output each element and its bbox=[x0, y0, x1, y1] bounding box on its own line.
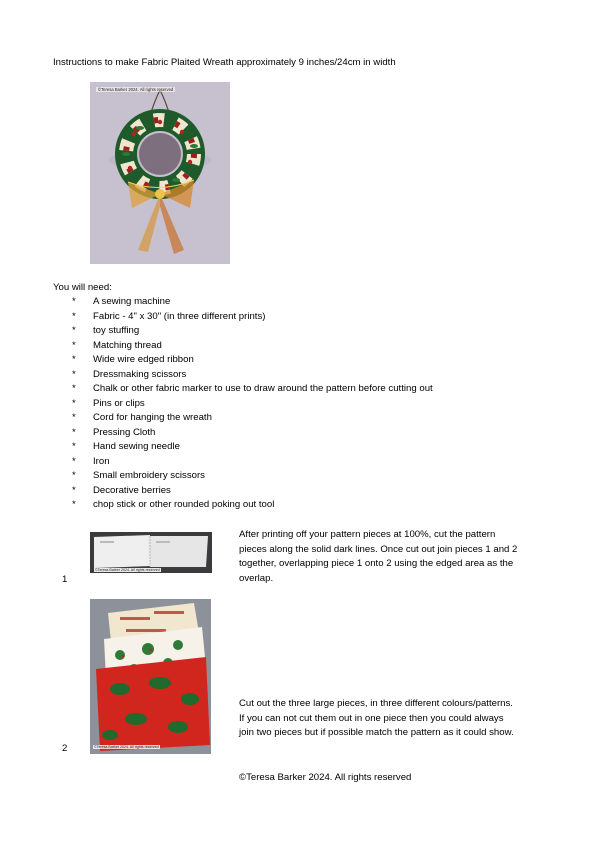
materials-item-text: A sewing machine bbox=[93, 296, 171, 307]
materials-item-text: toy stuffing bbox=[93, 325, 140, 336]
bullet-asterisk: * bbox=[72, 397, 76, 409]
materials-item-text: Hand sewing needle bbox=[93, 441, 180, 452]
bullet-asterisk: * bbox=[72, 470, 76, 481]
fabric-pieces-photo bbox=[90, 599, 211, 754]
materials-item-text: Cord for hanging the wreath bbox=[93, 412, 212, 423]
bullet-asterisk: * bbox=[72, 426, 76, 438]
materials-item-text: Iron bbox=[93, 455, 110, 467]
step-1-number: 1 bbox=[62, 574, 68, 585]
wreath-illustration bbox=[90, 82, 230, 264]
materials-item-text: Decorative berries bbox=[93, 484, 171, 496]
materials-item-text: Chalk or other fabric marker to use to draw around the pattern before cutting out bbox=[93, 383, 433, 394]
bullet-asterisk: * bbox=[72, 354, 76, 365]
materials-item-text: Pressing Cloth bbox=[93, 426, 156, 438]
bullet-asterisk: * bbox=[72, 499, 76, 510]
bullet-asterisk: * bbox=[72, 339, 76, 351]
bullet-asterisk: * bbox=[72, 310, 76, 322]
step-2-text: Cut out the three large pieces, in three different colours/patterns. If you can not cut them out in one piece then you could always join two pieces but if possible match the pattern as it could show. bbox=[239, 698, 514, 738]
copyright-notice: ©Teresa Barker 2024. All rights reserved bbox=[239, 772, 412, 783]
materials-item-text: Fabric - 4" x 30" (in three different prints) bbox=[93, 310, 266, 322]
bullet-asterisk: * bbox=[72, 296, 76, 307]
wreath-photo-watermark: ©Teresa Barker 2024. All rights reserved bbox=[98, 87, 174, 92]
pattern-photo-watermark: ©Teresa Barker 2024. All rights reserved bbox=[95, 568, 160, 572]
bullet-asterisk: * bbox=[72, 325, 76, 336]
materials-item-text: Dressmaking scissors bbox=[93, 368, 187, 380]
materials-item-text: Small embroidery scissors bbox=[93, 470, 205, 481]
bullet-asterisk: * bbox=[72, 455, 76, 467]
bullet-asterisk: * bbox=[72, 412, 76, 423]
bullet-asterisk: * bbox=[72, 383, 76, 394]
fabric-photo-watermark: ©Teresa Barker 2024. All rights reserved bbox=[94, 745, 159, 749]
bullet-asterisk: * bbox=[72, 441, 76, 452]
fabric-pieces-illustration bbox=[90, 599, 211, 754]
materials-heading: You will need: bbox=[53, 282, 112, 293]
materials-item-text: Pins or clips bbox=[93, 397, 145, 409]
bullet-asterisk: * bbox=[72, 368, 76, 380]
step-2-number: 2 bbox=[62, 743, 68, 754]
bullet-asterisk: * bbox=[72, 484, 76, 496]
materials-item-text: chop stick or other rounded poking out tool bbox=[93, 499, 275, 510]
wreath-photo bbox=[90, 82, 230, 264]
materials-item-text: Wide wire edged ribbon bbox=[93, 354, 194, 365]
pattern-pieces-photo bbox=[90, 532, 212, 573]
step-1-text: After printing off your pattern pieces at 100%, cut the pattern pieces along the solid dark lines. Once cut out join pieces 1 and 2 together, overlapping piece 1 onto 2 using the edged area as the overlap. bbox=[239, 529, 518, 584]
document-title: Instructions to make Fabric Plaited Wreath approximately 9 inches/24cm in width bbox=[53, 57, 396, 68]
pattern-pieces-illustration bbox=[90, 532, 212, 573]
materials-item-text: Matching thread bbox=[93, 339, 162, 351]
